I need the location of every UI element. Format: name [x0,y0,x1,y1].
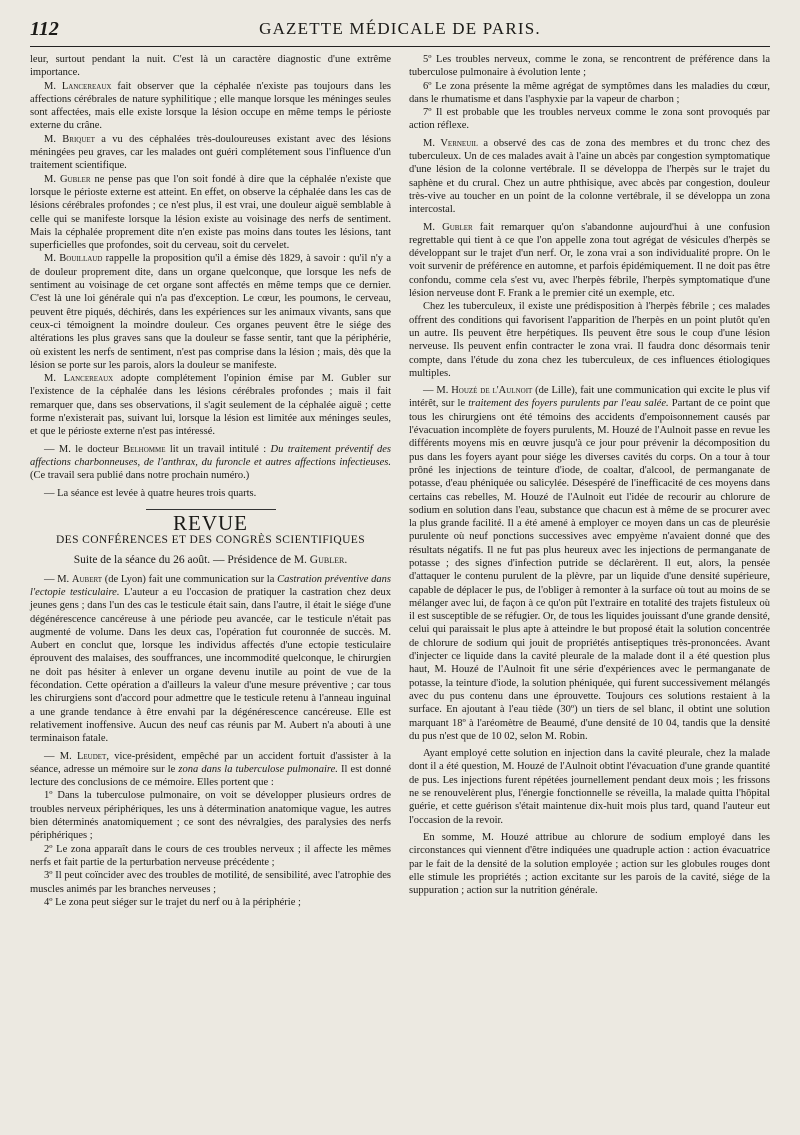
speaker-name: M. Verneuil [423,137,478,149]
paragraph: M. Lancereaux adopte complétement l'opinion émise par M. Gubler sur l'existence de la céphalée dans les lésions cérébrales profondes ; mais il fait remarquer que, dans ses observations, il s'agit seulement de la céphalée aiguë ; cette forme n'existerait pas, suivant lui, lorsque la lésion est limitée aux méninges seules, et que le périoste externe n'est pas intéressé. [30,373,391,438]
section-divider [146,509,276,510]
session-line: Suite de la séance du 26 août. — Présidence de M. Gubler. [73,554,348,567]
page-header [30,16,770,47]
president-name: M. Gubler. [293,554,348,567]
paragraph: M. Briquet a vu des céphalées très-douloureuses existant avec des lésions méningées peu graves, car les malades ont guéri complétement sous l'influence d'un traitement scientifique. [30,133,391,172]
work-title: traitement des foyers purulents par l'eau salée. [468,398,669,410]
paragraph: — M. le docteur Belhomme lit un travail intitulé : Du traitement préventif des affections charbonneuses, de l'anthrax, du furoncle et autres affections infectieuses. (Ce travail sera publié dans notre prochain numéro.) [30,443,391,482]
conclusion-item: 5º Les troubles nerveux, comme le zona, se rencontrent de préférence dans la tuberculose pulmonaire à évolution lente ; [409,54,770,79]
work-title: zona dans la tuberculose pulmonaire. [178,763,338,775]
speaker-name: Houzé de l'Aulnoit [451,385,533,397]
paragraph: En somme, M. Houzé attribue au chlorure de sodium employé dans les circonstances qui viennent d'être indiquées une quadruple action : action évacuatrice par le fait de la densité de la solution employée ; action sur les globules rouges dont elle stimule les propriétés ; action excitante sur les parois de la cavité, siége de la suppuration ; action sur la nutrition générale. [409,831,770,897]
conclusion-item: 3º Il peut coïncider avec des troubles de motilité, de sensibilité, avec l'atrophie des muscles animés par les branches nerveuses ; [30,870,391,895]
speaker-name: M. Gubler [44,173,91,185]
paragraph: M. Bouillaud rappelle la proposition qu'il a émise dès 1829, à savoir : qu'il n'y a de douleur proprement dite, dans un organe quelconque, que lorsque les nefs de sentiment au voisinage de cet organe sont affectés en même temps que ce dernier. C'est là une loi générale qui n'a pas d'exception. Le cœur, les poumons, le cerveau, peuvent être piqués, déchirés, dans les expériences sur les animaux vivants, sans que ceux-ci témoignent la moindre douleur. Ces organes peuvent être le siége des altérations les plus graves sans que la douleur se fasse sentir, tant que la périphérie, où existent les nerfs de sentiment, n'est pas comprise dans la lésion ; mais, dès que la lésion se porte sur les parois, alors la douleur se manifeste. [30,253,391,371]
paragraph: M. Gubler ne pense pas que l'on soit fondé à dire que la céphalée n'existe que lorsque le périoste externe est atteint. En effet, on observe la céphalée dans les cas de lésions cérébrales profondes ; ce n'est plus, il est vrai, une douleur aiguë semblable à celle qui se manifeste lorsque la lésion existe au voisinage des nerfs de sentiment. Mais la céphalée proprement dite n'en existe pas moins dans toutes les lésions, tant superficielles que profondes, soit du cerveau, soit du cervelet. [30,173,391,252]
section-subtitle: DES CONFÉRENCES ET DES CONGRÈS SCIENTIFIQUES [55,534,366,547]
speaker-name: Belhomme [123,443,166,455]
speaker-name: M. Lancereaux [44,373,114,385]
journal-title: GAZETTE MÉDICALE DE PARIS. [259,19,541,38]
paragraph: M. Gubler fait remarquer qu'on s'abandonne aujourd'hui à une confusion regrettable qui tient à ce que l'on appelle zona tout agrégat de vésicules d'herpès se développant sur le trajet d'un nerf. Or, le zona vrai a son individualité propre. On le voit survenir de préférence en automne, et parfois épidémiquement. Il ne doit pas être confondu, comme cela s'est vu, avec l'herpès fébrile, l'herpès symptomatique d'une lésion nerveuse dont F. Frank a le premier cité un exemple, etc. [409,221,770,300]
speaker-name: M. Gubler [423,221,473,233]
left-column [30,53,391,909]
conclusion-item: 7º Il est probable que les troubles nerveux comme le zona sont provoqués par action réflexe. [409,107,770,132]
paragraph: leur, surtout pendant la nuit. C'est là un caractère diagnostic d'une extrême importance. [30,54,391,79]
work-title: Castration préventive dans l'ectopie testiculaire. [30,573,391,598]
speaker-name: M. Lancereaux [44,80,112,92]
conclusion-item: 4º Le zona peut siéger sur le trajet du nerf ou à la périphérie ; [44,896,301,908]
speaker-name: Aubert [71,573,102,585]
paragraph: — La séance est levée à quatre heures trois quarts. [44,487,257,499]
conclusion-item: 6º Le zona présente la même agrégat de symptômes dans les maladies du cœur, dans le rhumatisme et dans l'asphyxie par la vapeur de charbon ; [409,80,770,105]
conclusion-item: 2º Le zona apparaît dans le cours de ces troubles nerveux ; il affecte les mêmes nerfs et fait partie de la perturbation nerveuse précédente ; [30,843,391,868]
text-columns [30,53,770,909]
speaker-name: M. Briquet [44,133,95,145]
paragraph: — M. Aubert (de Lyon) fait une communication sur la Castration préventive dans l'ectopie testiculaire. L'auteur a eu l'occasion de pratiquer la castration chez deux jeunes gens ; dans l'un des cas le testicule était sain, dans l'autre, il était le siége d'une dégénérescence cancéreuse à une période peu avancée, car le testicule n'était pas augmenté de volume. Dans les deux cas, l'opération fut couronnée de succès. M. Aubert en conclut que, lorsque les individus affectés d'une ectopie testiculaire éprouvent des malaises, des souffrances, une incommodité quelconque, le chirurgien ne doit pas hésiter à enlever un organe devenu inutile au point de vue de la fécondation. Cette opération a d'ailleurs la valeur d'une mesure préventive ; car tous les chirurgiens sont d'accord pour admettre que le testicule retenu à l'anneau inguinal a une grande tendance à être envahi par la dégénérescence cancéreuse. Elle est relativement inoffensive. Aucun des neuf cas réunis par M. Aubert n'a abouti à une terminaison fatale. [30,573,391,745]
paragraph: Chez les tuberculeux, il existe une prédisposition à l'herpès fébrile ; ces malades offrent des conditions qui favorisent l'apparition de l'herpès en un point plutôt qu'en un autre. Ils peuvent être herpétiques. Ils peuvent être sous le coup d'une lésion nerveuse. Ils peuvent enfin contracter le zona vrai. Il faudra donc désormais tenir compte, dans l'étude du zona chez les tuberculeux, de ces influences étiologiques multiples. [409,301,770,379]
speaker-name: M. Bouillaud [44,253,103,265]
paragraph: — M. Leudet, vice-président, empêché par un accident fortuit d'assister à la séance, adresse un mémoire sur le zona dans la tuberculose pulmonaire. Il est donné lecture des conclusions de ce mémoire. Elles portent que : [30,750,392,789]
paragraph: M. Verneuil a observé des cas de zona des membres et du tronc chez des tuberculeux. Un de ces malades avait à l'aine un abcès par congestion symptomatique d'une lésion de la colonne vertébrale. Il se développa de l'herpès sur le trajet du saphène et du crural. Chez un autre phthisique, avec abcès par congestion, douleur très-vive au toucher en un point de la colonne vertébrale, il se développa un zona intercostal. [409,137,770,216]
speaker-name: Leudet [76,750,107,762]
right-column [409,53,770,909]
paragraph: Ayant employé cette solution en injection dans la cavité pleurale, chez la malade dont il a été question, M. Houzé de l'Aulnoit obtint l'évacuation d'une grande quantité de pus. Les injections furent répétées journellement pendant deux mois ; les frissons ne se renouvelèrent plus, l'énergie fonctionnelle se réveilla, la malade quitta l'hôpital guérie, et cette guérison s'était maintenue dix-huit mois plus tard, quand l'auteur eut l'occasion de la revoir. [409,748,770,826]
paragraph: M. Lancereaux fait observer que la céphalée n'existe pas toujours dans les affections cérébrales de nature syphilitique ; elle manque lorsque les méninges seules sont affectées, mais elle existe lorsque la lésion occupe en même temps le périoste externe du crâne. [30,80,392,132]
page-number: 112 [30,18,59,40]
paragraph: — M. Houzé de l'Aulnoit (de Lille), fait une communication qui excite le plus vif intérêt, sur le traitement des foyers purulents par l'eau salée. Partant de ce point que tous les chirurgiens ont été témoins des accidents d'empoisonnement causés par l'évacuation incomplète de foyers purulents, M. Houzé de l'Aulnoit passe en revue les différents moyens mis en œuvre jusqu'à ce jour pour prévenir la décomposition du pus dans les foyers ayant pour siége les diverses cavités du corps. On a tour à tour prôné les injections de teinture d'iode, de coaltar, d'alcool, de permanganate de potasse, d'eau phéniquée ou salicylée. Désespéré de l'inefficacité de ces moyens dans certains cas rebelles, M. Houzé de l'Aulnoit eut l'idée de recourir au chlorure de sodium en solution dans l'eau, substance que chacun est à même de se procurer avec la plus grande facilité. Il a été amené à employer ce moyen dans un cas de pleurésie purulente où neuf ponctions successives avec empyème n'avaient donné que des résultats négatifs. Il ne fut pas plus heureux avec les injections de permanganate de potasse ; des signes d'infection putride se déclarèrent. Il eut, alors, la pensée d'attaquer le contenu purulent de la plèvre, par un liquide d'une densité supérieure, capable de déplacer le pus, de l'obliger à remonter à la surface où tout au moins de se mélanger avec lui, de façon à ce qu'on pût l'extraire en totalité des trajets fistuleux où il est susceptible de se réfugier. Or, de tous les liquides jouissant d'une grande densité, celui qui paraissait le plus apte à atteindre le but proposé était la solution concentrée de chlorure de sodium qui jouit de propriétés antiseptiques très-prononcées. Avant d'injecter ce liquide dans la cavité pleurale de la malade dont il a été question plus haut, M. Houzé de l'Aulnoit fit une série d'expériences avec le permanganate de potasse, la teinture d'iode, la solution phéniquée, qui furent successivement mélangés avec du pus contenu dans une éprouvette. Toujours ces solutions restaient à la surface. En ajoutant à l'eau tiède (30º) un tiers de sel blanc, il obtint une solution marquant 18º à l'aréomètre de Beaumé, d'une densité de 10 04, tandis que la densité du pus n'est que de 10 02, selon M. Robin. [409,385,771,742]
work-title: Du traitement préventif des affections charbonneuses, de l'anthrax, du furoncle et autres affections infectieuses. [30,443,391,468]
conclusion-item: 1º Dans la tuberculose pulmonaire, on voit se développer plusieurs ordres de troubles nerveux périphériques, les uns à détermination anatomique vague, les autres bien déterminés anatomiquement ; ce sont des névralgies, des paralysies des nerfs périphériques ; [30,790,391,842]
section-title: REVUE [173,510,248,535]
